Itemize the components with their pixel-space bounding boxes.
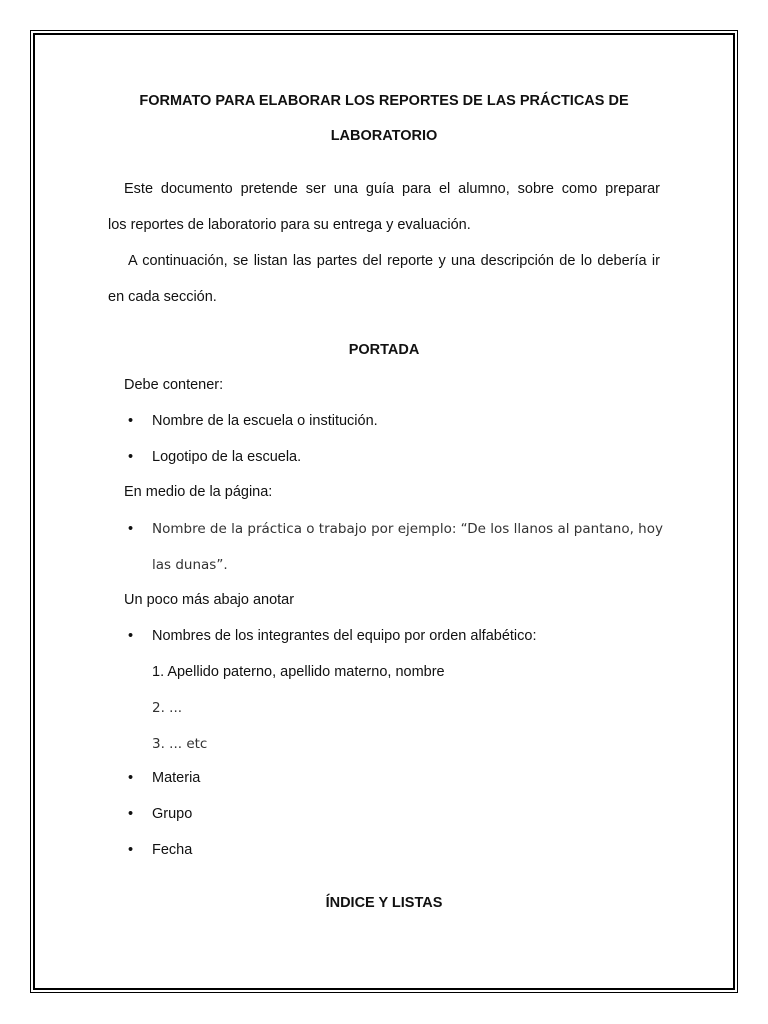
practice-name-line-2: las dunas”.: [152, 557, 228, 573]
team-members-item: Nombres de los integrantes del equipo por orden alfabético:: [152, 628, 537, 644]
list-item: Fecha: [152, 842, 193, 858]
section-heading-indice: ÍNDICE Y LISTAS: [325, 895, 443, 911]
numbered-item: 2. ...: [152, 700, 183, 716]
bullet-icon: •: [128, 806, 134, 822]
intro-paragraph-2-line-1: A continuación, se listan las partes del reporte y una descripción de lo debería ir: [128, 253, 660, 269]
list-item: Materia: [152, 770, 201, 786]
bullet-icon: •: [128, 628, 134, 644]
list-item: Nombre de la escuela o institución.: [152, 413, 378, 429]
intro-paragraph-1-line-2: los reportes de laboratorio para su entrega y evaluación.: [108, 217, 471, 233]
numbered-item: 3. ... etc: [152, 736, 208, 752]
intro-paragraph-2-line-2: en cada sección.: [108, 289, 217, 305]
bullet-icon: •: [128, 842, 134, 858]
must-contain-label: Debe contener:: [124, 377, 224, 393]
below-label: Un poco más abajo anotar: [124, 592, 295, 608]
bullet-icon: •: [128, 413, 134, 429]
section-heading-portada: PORTADA: [348, 342, 420, 358]
bullet-icon: •: [128, 770, 134, 786]
document-title-line-2: LABORATORIO: [330, 128, 438, 144]
practice-name-line-1: Nombre de la práctica o trabajo por ejemplo: “De los llanos al pantano, hoy: [152, 521, 663, 537]
intro-paragraph-1-line-1: Este documento pretende ser una guía para el alumno, sobre como preparar: [124, 181, 660, 197]
bullet-icon: •: [128, 449, 134, 465]
page-border-inner: [34, 34, 734, 989]
list-item: Grupo: [152, 806, 193, 822]
middle-of-page-label: En medio de la página:: [124, 484, 273, 500]
list-item: Logotipo de la escuela.: [152, 449, 302, 465]
bullet-icon: •: [128, 521, 134, 537]
numbered-item: 1. Apellido paterno, apellido materno, nombre: [152, 664, 445, 680]
document-title-line-1: FORMATO PARA ELABORAR LOS REPORTES DE LAS PRÁCTICAS DE: [139, 93, 629, 109]
